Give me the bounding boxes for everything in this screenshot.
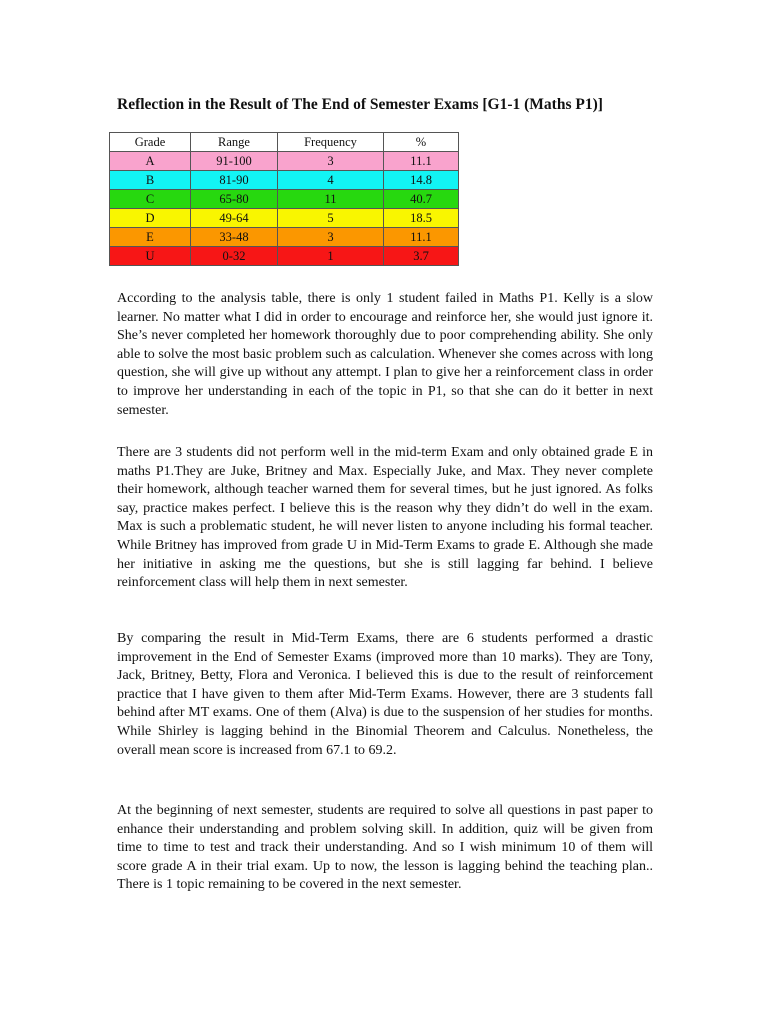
table-row <box>110 190 459 209</box>
cell-grade: E <box>110 228 191 247</box>
cell-range: 0-32 <box>191 247 278 266</box>
cell-percent: 11.1 <box>384 228 459 247</box>
cell-frequency: 3 <box>278 228 384 247</box>
paragraph-improvement: By comparing the result in Mid-Term Exams, there are 6 students performed a drastic improvement in the End of Semester Exams (improved more than 10 marks). They are Tony, Jack, Britney, Betty, Flora and Veronica. I believed this is due to the result of reinforcement practice that I have given to them after Mid-Term Exams. However, there are 3 students fall behind after MT exams. One of them (Alva) is due to the suspension of her studies for months. While Shirley is lagging behind in the Binomial Theorem and Calculus. Nonetheless, the overall mean score is increased from 67.1 to 69.2. <box>117 631 653 758</box>
table-header-row <box>110 133 459 152</box>
cell-percent: 14.8 <box>384 171 459 190</box>
cell-percent: 18.5 <box>384 209 459 228</box>
cell-grade: C <box>110 190 191 209</box>
cell-range: 33-48 <box>191 228 278 247</box>
header-range: Range <box>191 133 278 152</box>
cell-frequency: 1 <box>278 247 384 266</box>
document-title: Reflection in the Result of The End of Semester Exams [G1-1 (Maths P1)] <box>117 96 603 113</box>
cell-frequency: 3 <box>278 152 384 171</box>
header-grade: Grade <box>110 133 191 152</box>
header-frequency: Frequency <box>278 133 384 152</box>
cell-percent: 11.1 <box>384 152 459 171</box>
paragraph-failed-student: According to the analysis table, there is only 1 student failed in Maths P1. Kelly is a slow learner. No matter what I did in order to encourage and reinforce her, she would just ignore it. She’s never completed her homework thoroughly due to poor comprehending ability. She only able to solve the most basic problem such as calculation. Whenever she comes across with long question, she will give up without any attempt. I plan to give her a reinforcement class in order to improve her understanding in each of the topic in P1, so that she can do it better in next semester. <box>117 291 653 418</box>
cell-grade: A <box>110 152 191 171</box>
table-row <box>110 209 459 228</box>
cell-grade: B <box>110 171 191 190</box>
cell-range: 81-90 <box>191 171 278 190</box>
table-row <box>110 171 459 190</box>
cell-range: 65-80 <box>191 190 278 209</box>
grade-table <box>109 132 459 266</box>
paragraph-next-semester: At the beginning of next semester, students are required to solve all questions in past paper to enhance their understanding and problem solving skill. In addition, quiz will be given from time to time to test and track their understanding. And so I wish minimum 10 of them will score grade A in their trial exam. Up to now, the lesson is lagging behind the teaching plan.. There is 1 topic remaining to be covered in the next semester. <box>117 803 653 893</box>
cell-grade: D <box>110 209 191 228</box>
cell-frequency: 5 <box>278 209 384 228</box>
cell-frequency: 4 <box>278 171 384 190</box>
cell-frequency: 11 <box>278 190 384 209</box>
cell-percent: 3.7 <box>384 247 459 266</box>
table-row <box>110 228 459 247</box>
cell-percent: 40.7 <box>384 190 459 209</box>
cell-range: 49-64 <box>191 209 278 228</box>
header-percent: % <box>384 133 459 152</box>
paragraph-grade-e-students: There are 3 students did not perform well in the mid-term Exam and only obtained grade E in maths P1.They are Juke, Britney and Max. Especially Juke, and Max. They never complete their homework, although teacher warned them for several times, but he just ignored. As folks say, practice makes perfect. I believe this is the reason why they didn’t do well in the exam. Max is such a problematic student, he will never listen to anyone including his formal teacher. While Britney has improved from grade U in Mid-Term Exams to grade E. Although she made her initiative in asking me the questions, but she is still lagging far behind. I believe reinforcement class will help them in next semester. <box>117 445 653 591</box>
table-row <box>110 152 459 171</box>
cell-grade: U <box>110 247 191 266</box>
table-row <box>110 247 459 266</box>
cell-range: 91-100 <box>191 152 278 171</box>
